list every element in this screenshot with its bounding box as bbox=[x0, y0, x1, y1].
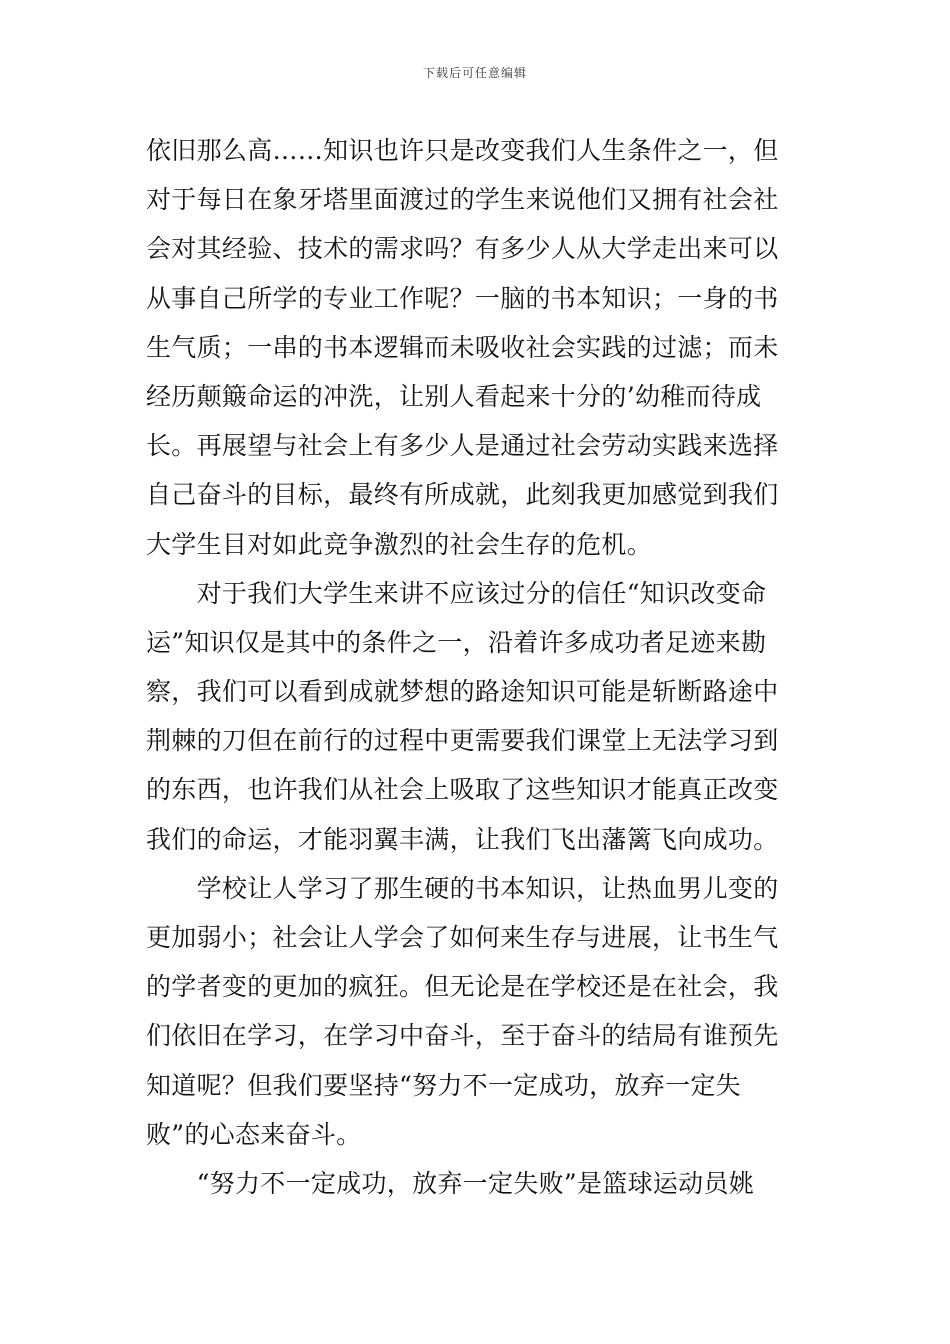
text-line: “努力不一定成功，放弃一定失败”是篮球运动员姚 bbox=[146, 1168, 755, 1198]
text-line: 大学生目对如此竞争激烈的社会生存的危机。 bbox=[146, 529, 653, 559]
text-line: 经历颠簸命运的冲洗，让别人看起来十分的’幼稚而待成 bbox=[146, 381, 762, 411]
text-line: 的学者变的更加的疯狂。但无论是在学校还是在社会，我 bbox=[146, 972, 779, 1002]
text-line: 察，我们可以看到成就梦想的路途知识可能是斩断路途中 bbox=[146, 677, 779, 707]
text-line: 自己奋斗的目标，最终有所成就，此刻我更加感觉到我们 bbox=[146, 480, 779, 510]
text-line: 对于每日在象牙塔里面渡过的学生来说他们又拥有社会社 bbox=[146, 185, 779, 215]
document-body bbox=[146, 126, 810, 1208]
text-line: 学校让人学习了那生硬的书本知识，让热血男儿变的 bbox=[146, 873, 779, 903]
text-line: 长。再展望与社会上有多少人是通过社会劳动实践来选择 bbox=[146, 431, 779, 461]
text-line: 更加弱小；社会让人学会了如何来生存与进展，让书生气 bbox=[146, 923, 779, 952]
text-line: 会对其经验、技术的需求吗？有多少人从大学走出来可以 bbox=[146, 234, 779, 264]
text-line: 生气质；一串的书本逻辑而未吸收社会实践的过滤；而未 bbox=[146, 332, 779, 362]
text-line: 依旧那么高……知识也许只是改变我们人生条件之一，但 bbox=[146, 136, 779, 165]
text-line: 荆棘的刀但在前行的过程中更需要我们课堂上无法学习到 bbox=[146, 726, 779, 756]
text-line: 从事自己所学的专业工作呢？一脑的书本知识；一身的书 bbox=[146, 283, 779, 313]
text-line: 败”的心态来奋斗。 bbox=[146, 1119, 362, 1149]
page-header: 下载后可任意编辑 bbox=[422, 66, 527, 80]
text-line: 知道呢？但我们要坚持“努力不一定成功，放弃一定失 bbox=[146, 1070, 741, 1100]
text-line: 的东西，也许我们从社会上吸取了这些知识才能真正改变 bbox=[146, 775, 779, 805]
text-line: 运”知识仅是其中的条件之一，沿着许多成功者足迹来勘 bbox=[146, 627, 767, 657]
text-line: 对于我们大学生来讲不应该过分的信任“知识改变命 bbox=[146, 578, 767, 608]
text-line: 我们的命运，才能羽翼丰满，让我们飞出藩篱飞向成功。 bbox=[146, 824, 779, 854]
text-line: 们依旧在学习，在学习中奋斗，至于奋斗的结局有谁预先 bbox=[146, 1021, 779, 1051]
